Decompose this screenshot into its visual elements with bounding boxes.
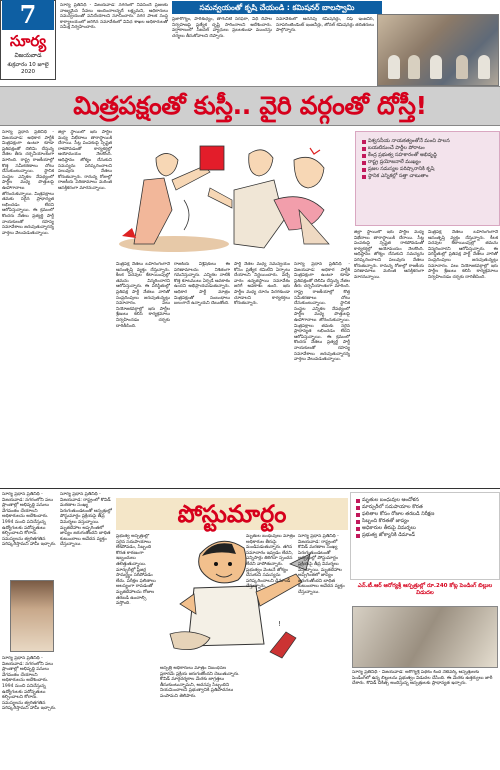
political-cartoon <box>114 140 344 258</box>
top-story-col-1: సూర్య ప్రతినిధి - విజయవాడ: నగరంలో నివసించే ప్రజలకు నాణ్యమైన సేవలు అందించాలన్నదే లక్ష్యమని, అధికారులు సమన్వయంతో పనిచేయాలని సూచించారు. నగర పాలక సంస్థ కార్యాలయంలో జరిగిన సమావేశంలో వివిధ శాఖల అధికారులతో సమీక్ష నిర్వహించారు. <box>60 3 168 31</box>
highlight-item: మృతుల బంధువుల ఆందోళన <box>354 497 496 504</box>
edition-city: విజయవాడ <box>14 52 42 59</box>
main-story-col-5: పార్టీ నేతల మధ్య సమన్వయం కోసం ప్రత్యేక కమిటీని ఏర్పాటు చేయాలని నిర్ణయించారు. వచ్చే వారం ఉన్నతస్థాయి సమావేశం జరిగే అవకాశం ఉంది. ఇరు పార్టీల మధ్య దూరం పెరగకుండా చూడాలని కార్యకర్తలు కోరుతున్నారు. <box>234 262 290 307</box>
main-story-col-3: మిత్రపక్ష నేతలు బహిరంగంగానే అసంతృప్తి వ్యక్తం చేస్తున్నారు. కీలక పదవుల కేటాయింపుల్లో తమను విస్మరించారని ఆరోపిస్తున్నారు. ఈ పరిస్థితుల్లో ప్రతిపక్ష పార్టీ నేతలు వారితో సంప్రదింపులు జరుపుతున్నట్లు సమాచారం. పలు నియోజకవర్గాల్లో ఇరు పార్టీల శ్రేణులు కలిసి కార్యక్రమాలు నిర్వహించడం చర్చకు దారితీసింది. <box>116 262 170 329</box>
main-story-col-8: మిత్రపక్ష నేతలు బహిరంగంగానే అసంతృప్తి వ్యక్తం చేస్తున్నారు. కీలక పదవుల కేటాయింపుల్లో తమను విస్మరించారని ఆరోపిస్తున్నారు. ఈ పరిస్థితుల్లో ప్రతిపక్ష పార్టీ నేతలు వారితో సంప్రదింపులు జరుపుతున్నట్లు సమాచారం. పలు నియోజకవర్గాల్లో ఇరు పార్టీల శ్రేణులు కలిసి కార్యక్రమాలు నిర్వహించడం చర్చకు దారితీసింది. <box>428 230 498 280</box>
highlight-item: ఫలితాల కోసం రోజుల తరబడి నిరీక్షణ <box>354 511 496 518</box>
highlight-item: సిబ్బంది కొరతతో జాప్యం <box>354 518 496 525</box>
second-story-col-3: ఆస్పత్రి అధికారులు మాత్రం నిబంధనల ప్రకారమే ప్రక్రియ జరుగుతోందని చెబుతున్నారు. కొవిడ్ మార్గదర్శకాల మేరకు జాగ్రత్తలు తీసుకుంటున్నామని, అదనపు సిబ్బందిని నియమించాలని ప్రభుత్వానికి ప్రతిపాదనలు పంపామని తెలిపారు. <box>160 666 240 699</box>
main-story-col-7: జిల్లా స్థాయిలో ఇరు పార్టీల మధ్య విభేదాలు తారాస్థాయికి చేరాయి. సీట్ల పంపకంపై స్పష్టత రాకపోవడంతో కార్యకర్తల్లో అయోమయం నెలకొంది. అధిష్ఠానం జోక్యం చేసుకుని సమస్యను పరిష్కరించాలని పలువురు నేతలు కోరుతున్నారు. రానున్న రోజుల్లో రాజకీయ పరిణామాలు మరింత ఆసక్తికరంగా మారనున్నాయి. <box>354 230 424 280</box>
main-story-highlights <box>355 131 500 226</box>
second-story-col-2: ప్రభుత్వ ఆస్పత్రుల్లో సరైన సదుపాయాలు లేకపోవడం, సిబ్బంది కొరత కారణంగా ఇబ్బందులు తలెత్తుతున్నాయి. మార్చురీల్లో ఫ్రీజర్ల సామర్థ్యం సరిపోవడం లేదు. పరీక్షల ఫలితాలు ఆలస్యంగా రావడంతో మృతదేహాలను రోజుల తరబడి ఉంచాల్సి వస్తోంది. <box>116 534 156 607</box>
bottom-left-story: సూర్య ప్రధాన ప్రతినిధి - విజయవాడ: నగరంలోని పలు ప్రాంతాల్లో అభివృద్ధి పనులు వేగవంతం చేయాలని అధికారులను ఆదేశించారు. 1994 నుంచి పనిచేస్తున్న ఉద్యోగులకు పదోన్నతులు కల్పించాలని కోరారు. సమస్యలను త్వరితగతిన పరిష్కరిస్తామని హామీ ఇచ్చారు. <box>2 492 57 548</box>
second-story-col-4: మృతుల బంధువులు మాత్రం అధికారుల తీరుపై మండిపడుతున్నారు. తగిన సమాచారం ఇవ్వడం లేదని, ఎన్నిసార్లు తిరిగినా స్పందన లేదని వాపోతున్నారు. ప్రభుత్వం వెంటనే జోక్యం చేసుకుని సమస్యను పరిష్కరించాలని డిమాండ్ చేస్తున్నారు. <box>246 534 296 590</box>
second-headline: పోస్టుమార్టం <box>177 500 287 528</box>
highlight-item: మార్చురీలో సదుపాయాల కొరత <box>354 504 496 511</box>
highlight-item: బయటినుంచే పార్టీల పోరాటం <box>360 145 495 152</box>
page-number: 7 <box>2 0 54 30</box>
main-headline: మిత్రపక్షంతో కుస్తీ.. వైరి వర్గంతో దోస్తీ! <box>73 91 427 120</box>
highlight-item: ప్రభుత్వ జోక్యానికి డిమాండ్ <box>354 532 496 539</box>
highlight-item: స్థానిక ఎన్నికల్లో సత్తా చాటుతాం <box>360 173 495 180</box>
highlight-item: విశ్వసనీయ నాయకత్వంతోనే మంచి పాలన <box>360 138 495 145</box>
right-brief-photo <box>352 606 498 668</box>
top-story-col-2: ప్రజారోగ్యం, పారిశుధ్యం, తాగునీటి సరఫరా, వీధి దీపాల నిర్వహణపై ప్రత్యేక దృష్టి సారించాలని ఆదేశించారు. వర్షాకాలంలో సీజనల్ వ్యాధులు ప్రబలకుండా ముందస్తు చర్యలు తీసుకోవాలని చెప్పారు. <box>172 17 272 39</box>
main-story-col-6: సూర్య ప్రధాన ప్రతినిధి - విజయవాడ: అధికార పార్టీకి మిత్రపక్షంగా ఉంటూ కూడా ప్రతిపక్షంతో చెలిమి చేస్తున్న నేతల తీరు చర్చనీయాంశంగా మారింది. రాష్ట్ర రాజకీయాల్లో కొత్త సమీకరణాలు చోటు చేసుకుంటున్నాయి. స్థానిక సంస్థల ఎన్నికల నేపథ్యంలో పార్టీల మధ్య పొత్తులపై ఊహాగానాలు జోరందుకున్నాయి. మిత్రపక్షాలు తమకు సరైన ప్రాధాన్యత లభించడం లేదని ఆరోపిస్తున్నాయి. ఈ క్రమంలో కొందరు నేతలు ప్రత్యర్థి పార్టీ నాయకులతో రహస్య సమావేశాలు జరుపుతున్నారన్న వార్తలు వెలువడుతున్నాయి. <box>294 262 350 363</box>
top-story-kicker: సమన్వయంతో కృషి చేయండి : కమిషనర్ బాలస్వామి <box>172 1 382 14</box>
meeting-photo <box>377 14 499 86</box>
paper-name: సూర్య <box>9 32 47 50</box>
second-story-col-1: సూర్య ప్రధాన ప్రతినిధి - విజయవాడ: రాష్ట్రంలో కొవిడ్ మరణాల సంఖ్య పెరుగుతుండటంతో ఆస్పత్రుల్లో పోస్టుమార్టం ప్రక్రియపై తీవ్ర విమర్శలు వస్తున్నాయి. మృతదేహాల అప్పగింతలో జాప్యం జరుగుతోందని బాధిత కుటుంబాలు ఆవేదన వ్యక్తం చేస్తున్నాయి. <box>60 492 112 548</box>
highlight-item: ప్రజల సమస్యల పరిష్కారానికి కృషి <box>360 166 495 173</box>
bottom-left-photo <box>10 580 54 652</box>
main-story-col-4: రాజకీయ విశ్లేషకులు ఈ పరిణామాలను నిశితంగా గమనిస్తున్నారు. ఎన్నికల నాటికి కొత్త కూటములు ఏర్పడే అవకాశం ఉందని అభిప్రాయపడుతున్నారు. అధికార పార్టీ మాత్రం మిత్రపక్షంతో సంబంధాలు బలంగానే ఉన్నాయని చెబుతోంది. <box>174 262 230 307</box>
bottom-left-story-cont: సూర్య ప్రధాన ప్రతినిధి - విజయవాడ: నగరంలోని పలు ప్రాంతాల్లో అభివృద్ధి పనులు వేగవంతం చేయాలని అధికారులను ఆదేశించారు. 1994 నుంచి పనిచేస్తున్న ఉద్యోగులకు పదోన్నతులు కల్పించాలని కోరారు. సమస్యలను త్వరితగతిన పరిష్కరిస్తామని హామీ ఇచ్చారు. <box>2 656 57 712</box>
highlight-item: కేంద్ర ప్రభుత్వ సహకారంతో అభివృద్ధి <box>360 152 495 159</box>
svg-text:!: ! <box>278 620 281 628</box>
edition-date: శుక్రవారం 10 జూలై 2020 <box>7 62 49 75</box>
highlight-item: రాష్ట్ర ప్రయోజనాలే ముఖ్యం <box>360 159 495 166</box>
second-story-col-5: సూర్య ప్రధాన ప్రతినిధి - విజయవాడ: రాష్ట్రంలో కొవిడ్ మరణాల సంఖ్య పెరుగుతుండటంతో ఆస్పత్రుల్లో పోస్టుమార్టం ప్రక్రియపై తీవ్ర విమర్శలు వస్తున్నాయి. మృతదేహాల అప్పగింతలో జాప్యం జరుగుతోందని బాధిత కుటుంబాలు ఆవేదన వ్యక్తం చేస్తున్నాయి. <box>298 534 345 595</box>
second-story-highlights <box>350 492 500 580</box>
section-divider <box>0 488 500 489</box>
top-story-col-3: సమావేశంలో అదనపు కమిషనర్లు, చీఫ్ ఇంజనీర్, సూపరింటెండెంట్ ఇంజనీర్లు, జోనల్ కమిషనర్లు తదితరులు పాల్గొన్నారు. <box>276 17 374 34</box>
highlight-item: అధికారుల తీరుపై విమర్శలు <box>354 525 496 532</box>
main-story-col-2: జిల్లా స్థాయిలో ఇరు పార్టీల మధ్య విభేదాలు తారాస్థాయికి చేరాయి. సీట్ల పంపకంపై స్పష్టత రాకపోవడంతో కార్యకర్తల్లో అయోమయం నెలకొంది. అధిష్ఠానం జోక్యం చేసుకుని సమస్యను పరిష్కరించాలని పలువురు నేతలు కోరుతున్నారు. రానున్న రోజుల్లో రాజకీయ పరిణామాలు మరింత ఆసక్తికరంగా మారనున్నాయి. <box>58 130 112 191</box>
right-brief-body: సూర్య ప్రతినిధి - విజయవాడ: ఆరోగ్యశ్రీ పథకం కింద నెట్‌వర్క్ ఆస్పత్రులకు పెండింగ్‌లో ఉన్న బిల్లులను ప్రభుత్వం విడుదల చేసింది. ఈ మేరకు ఉత్తర్వులు జారీ చేశారు. కొవిడ్ చికిత్స అందిస్తున్న ఆస్పత్రులకు ప్రాధాన్యత ఇచ్చారు. <box>352 670 493 687</box>
right-brief-headline: ఎన్.టీ.ఆర్ ఆరోగ్యశ్రీ ఆస్పత్రుల్లో రూ.240 కోట్ల పెండింగ్ బిల్లుల విడుదల <box>350 581 500 605</box>
main-story-col-1: సూర్య ప్రధాన ప్రతినిధి - విజయవాడ: అధికార పార్టీకి మిత్రపక్షంగా ఉంటూ కూడా ప్రతిపక్షంతో చెలిమి చేస్తున్న నేతల తీరు చర్చనీయాంశంగా మారింది. రాష్ట్ర రాజకీయాల్లో కొత్త సమీకరణాలు చోటు చేసుకుంటున్నాయి. స్థానిక సంస్థల ఎన్నికల నేపథ్యంలో పార్టీల మధ్య పొత్తులపై ఊహాగానాలు జోరందుకున్నాయి. మిత్రపక్షాలు తమకు సరైన ప్రాధాన్యత లభించడం లేదని ఆరోపిస్తున్నాయి. ఈ క్రమంలో కొందరు నేతలు ప్రత్యర్థి పార్టీ నాయకులతో రహస్య సమావేశాలు జరుపుతున్నారన్న వార్తలు వెలువడుతున్నాయి. <box>2 130 54 236</box>
